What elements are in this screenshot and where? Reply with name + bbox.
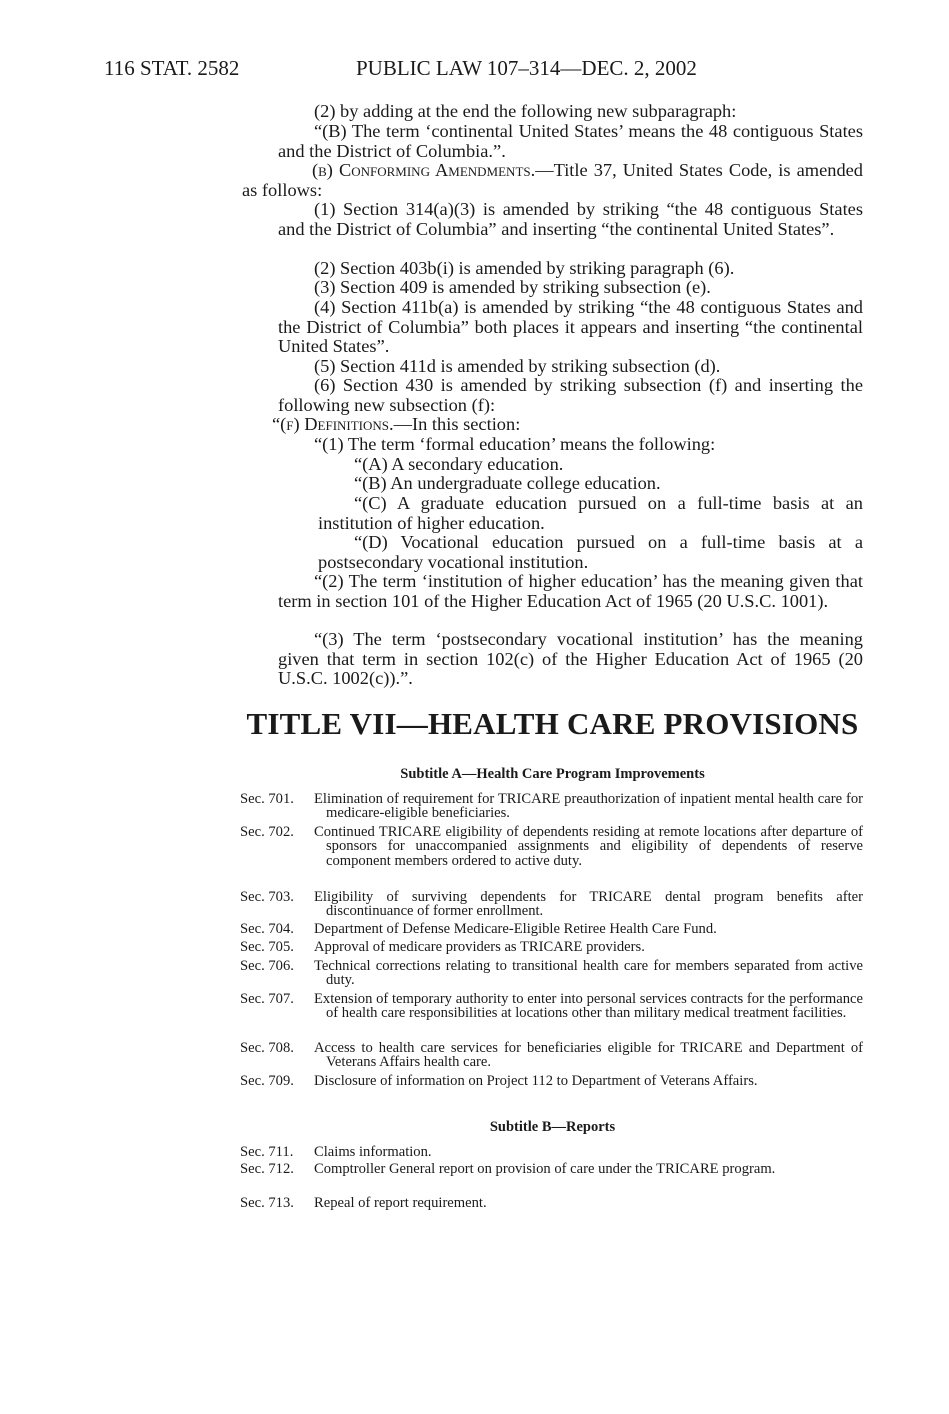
paragraph: “(1) The term ‘formal education’ means the following:	[314, 434, 716, 454]
paragraph: “(C) A graduate education pursued on a full-time basis at an institution of higher education.	[318, 493, 863, 533]
subsection-heading: (b) Conforming Amendments.	[312, 160, 536, 180]
toc-section-number: Sec. 701.	[240, 791, 294, 807]
toc-entry	[240, 1145, 863, 1159]
paragraph-text: —Title 37, United States Code, is amended as follows:	[242, 160, 864, 200]
toc-section-number: Sec. 705.	[240, 939, 294, 955]
toc-section-number: Sec. 704.	[240, 921, 294, 937]
paragraph: “(2) The term ‘institution of higher education’ has the meaning given that term in section 101 of the Higher Education Act of 1965 (20 U.S.C. 1001).	[278, 571, 863, 611]
page-header	[104, 56, 764, 82]
toc-section-title: Elimination of requirement for TRICARE preauthorization of inpatient mental health care for medicare-eligible beneficiaries.	[314, 791, 863, 822]
paragraph: “(D) Vocational education pursued on a full-time basis at a postsecondary vocational institution.	[318, 532, 863, 572]
toc-section-number: Sec. 708.	[240, 1040, 294, 1056]
toc-entry	[240, 1196, 863, 1210]
toc-section-title: Extension of temporary authority to enter into personal services contracts for the performance of health care responsibilities at locations other than military medical treatment facilities.	[314, 991, 863, 1022]
paragraph: (2) by adding at the end the following new subparagraph:	[314, 101, 737, 121]
toc-section-title: Access to health care services for beneficiaries eligible for TRICARE and Department of Veterans Affairs health care.	[314, 1040, 863, 1071]
paragraph-conforming-amendments	[242, 161, 863, 200]
toc-section-title: Eligibility of surviving dependents for TRICARE dental program benefits after discontinuance of former enrollment.	[314, 889, 863, 920]
toc-section-number: Sec. 707.	[240, 991, 294, 1007]
toc-section-number: Sec. 709.	[240, 1073, 294, 1089]
toc-section-number: Sec. 702.	[240, 824, 294, 840]
subtitle-b-heading: Subtitle B—Reports	[489, 1119, 616, 1135]
toc-entry	[240, 992, 863, 1021]
toc-section-title: Disclosure of information on Project 112 to Department of Veterans Affairs.	[314, 1073, 758, 1089]
toc-section-title: Approval of medicare providers as TRICARE providers.	[314, 939, 645, 955]
paragraph: “(A) A secondary education.	[354, 454, 564, 474]
toc-section-number: Sec. 712.	[240, 1161, 294, 1177]
stat-page-number: 116 STAT. 2582	[104, 56, 240, 80]
paragraph: “(B) An undergraduate college education.	[354, 473, 661, 493]
toc-section-title: Claims information.	[314, 1144, 432, 1160]
paragraph: (6) Section 430 is amended by striking subsection (f) and inserting the following new subsection (f):	[278, 375, 863, 415]
toc-entry	[240, 1041, 863, 1070]
title-heading: TITLE VII—HEALTH CARE PROVISIONS	[246, 706, 859, 741]
toc-entry	[240, 1162, 863, 1176]
subtitle-a-heading: Subtitle A—Health Care Program Improvements	[400, 766, 705, 782]
paragraph: (5) Section 411d is amended by striking subsection (d).	[314, 356, 721, 376]
toc-entry	[240, 825, 863, 868]
paragraph: “(B) The term ‘continental United States’ means the 48 contiguous States and the District of Columbia.”.	[278, 121, 863, 161]
paragraph: (1) Section 314(a)(3) is amended by striking “the 48 contiguous States and the District of Columbia” and inserting “the continental United States”.	[278, 199, 863, 239]
paragraph-text: —In this section:	[393, 414, 521, 434]
toc-entry	[240, 1074, 863, 1088]
toc-section-title: Comptroller General report on provision of care under the TRICARE program.	[314, 1161, 776, 1177]
toc-entry	[240, 959, 863, 988]
paragraph: “(3) The term ‘postsecondary vocational institution’ has the meaning given that term in section 102(c) of the Higher Education Act of 1965 (20 U.S.C. 1002(c)).”.	[278, 629, 863, 689]
paragraph: (4) Section 411b(a) is amended by striking “the 48 contiguous States and the District of Columbia” both places it appears and inserting “the continental United States”.	[278, 297, 863, 357]
paragraph: (2) Section 403b(i) is amended by striking paragraph (6).	[314, 258, 735, 278]
toc-entry	[240, 922, 863, 936]
paragraph: (3) Section 409 is amended by striking subsection (e).	[314, 277, 711, 297]
toc-section-number: Sec. 703.	[240, 889, 294, 905]
toc-entry	[240, 792, 863, 821]
toc-section-title: Repeal of report requirement.	[314, 1195, 487, 1211]
toc-entry	[240, 890, 863, 919]
toc-entry	[240, 940, 863, 954]
toc-section-number: Sec. 711.	[240, 1144, 294, 1160]
toc-section-title: Continued TRICARE eligibility of dependents residing at remote locations after departure of sponsors for unaccompanied assignments and eligibility of dependents of reserve component members ordered to active duty.	[314, 824, 863, 869]
public-law-citation: PUBLIC LAW 107–314—DEC. 2, 2002	[356, 56, 697, 80]
toc-section-title: Technical corrections relating to transitional health care for members separated from active duty.	[314, 958, 863, 989]
subsection-heading: “(f) Definitions.	[272, 414, 394, 434]
toc-section-title: Department of Defense Medicare-Eligible Retiree Health Care Fund.	[314, 921, 717, 937]
toc-section-number: Sec. 713.	[240, 1195, 294, 1211]
paragraph-definitions	[272, 414, 863, 435]
toc-section-number: Sec. 706.	[240, 958, 294, 974]
